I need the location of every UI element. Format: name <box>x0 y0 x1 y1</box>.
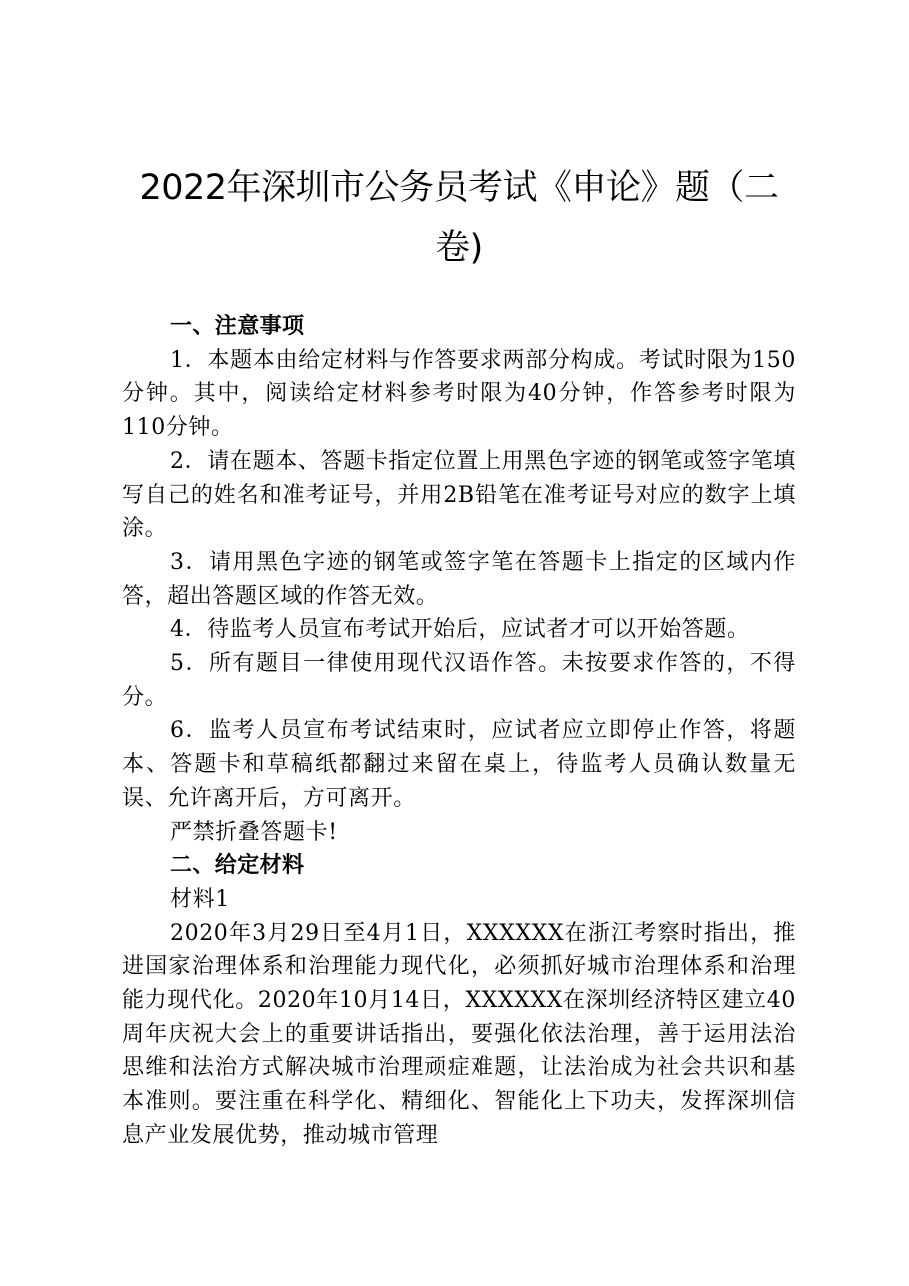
document-page <box>122 0 796 1153</box>
material-paragraph: 2020年3月29日至4月1日，XXXXXX在浙江考察时指出，推进国家治理体系和治理能力现代化，必须抓好城市治理体系和治理能力现代化。2020年10月14日，XXXXXX在深圳经济特区建立40周年庆祝大会上的重要讲话指出，要强化依法治理，善于运用法治思维和法治方式解决城市治理顽症难题，让法治成为社会共识和基本准则。要注重在科学化、精细化、智能化上下功夫，发挥深圳信息产业发展优势，推动城市管理 <box>122 920 796 1148</box>
section-heading-notices: 一、注意事项 <box>170 314 305 339</box>
section-heading-materials: 二、给定材料 <box>170 853 305 879</box>
document-body <box>122 310 796 1153</box>
notice-item-6: 6．监考人员宣布考试结束时，应试者应立即停止作答，将题本、答题卡和草稿纸都翻过来留在桌上，待监考人员确认数量无误、允许离开后，方可离开。 <box>122 718 796 811</box>
document-title: 2022年深圳市公务员考试《申论》题（二卷) <box>139 168 779 268</box>
notice-item-3: 3．请用黑色字迹的钢笔或签字笔在答题卡上指定的区域内作答，超出答题区域的作答无效。 <box>122 549 796 609</box>
notice-item-5: 5．所有题目一律使用现代汉语作答。未按要求作答的，不得分。 <box>122 651 796 710</box>
notice-item-1: 1．本题本由给定材料与作答要求两部分构成。考试时限为150分钟。其中，阅读给定材料参考时限为40分钟，作答参考时限为110分钟。 <box>122 347 796 441</box>
notice-item-4: 4．待监考人员宣布考试开始后，应试者才可以开始答题。 <box>170 617 750 643</box>
material-label: 材料1 <box>170 886 230 912</box>
warning-text: 严禁折叠答题卡! <box>170 819 338 845</box>
notice-item-2: 2．请在题本、答题卡指定位置上用黑色字迹的钢笔或签字笔填写自己的姓名和准考证号，并用2B铅笔在准考证号对应的数字上填涂。 <box>122 448 796 542</box>
